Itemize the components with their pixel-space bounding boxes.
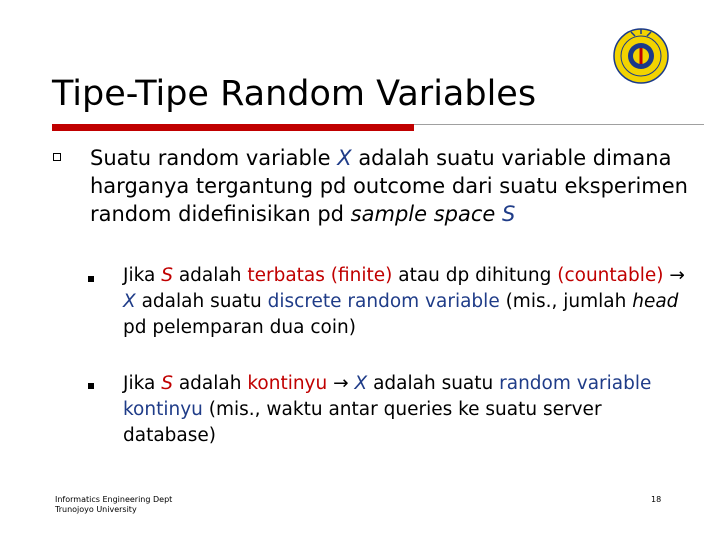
filled-square-bullet-icon [88,276,94,282]
filled-square-bullet-icon [88,383,94,389]
footer-university: Trunojoyo University [55,505,137,514]
main-bullet-text: Suatu random variable X adalah suatu variable dimana harganya tergantung pd outcome dari suatu eksperimen random didefinisikan pd sample space S [90,146,688,226]
footer-institution [55,495,172,515]
slide-title: Tipe-Tipe Random Variables [52,74,537,114]
sub-bullet-finite-text: Jika S adalah terbatas (finite) atau dp dihitung (countable) → X adalah suatu discrete random variable (mis., jumlah head pd pelemparan dua coin) [123,265,685,338]
sub-bullet-continuous-text: Jika S adalah kontinyu → X adalah suatu random variable kontinyu (mis., waktu antar queries ke suatu server database) [123,373,652,446]
page-number: 18 [651,495,662,504]
title-underline-accent [52,124,414,131]
university-logo-icon [611,22,671,102]
hollow-square-bullet-icon [53,153,61,161]
footer-dept: Informatics Engineering Dept [55,495,173,504]
